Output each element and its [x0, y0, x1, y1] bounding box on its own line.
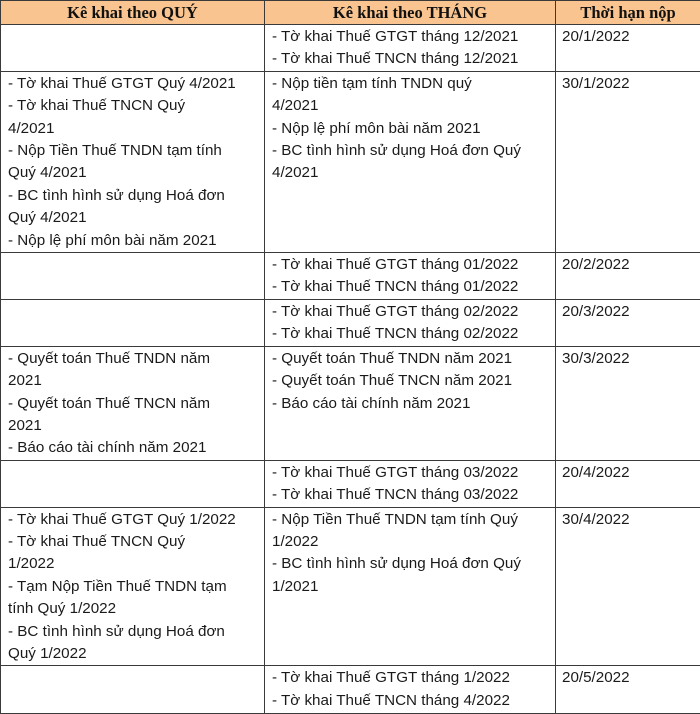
list-item: - Nộp tiền tạm tính TNDN quý [272, 73, 551, 95]
list-item: - Báo cáo tài chính năm 2021 [8, 437, 260, 459]
monthly-cell [265, 346, 556, 460]
table-row [1, 346, 700, 460]
list-item: 4/2021 [272, 162, 551, 184]
monthly-cell [265, 666, 556, 714]
list-item: - Tạm Nộp Tiền Thuế TNDN tạm [8, 576, 260, 598]
list-item: 1/2021 [272, 576, 551, 598]
header-row [1, 1, 700, 25]
deadline-cell: 20/3/2022 [556, 299, 700, 346]
monthly-cell [265, 71, 556, 252]
deadline-cell: 30/4/2022 [556, 507, 700, 666]
monthly-cell [265, 460, 556, 507]
list-item: - Tờ khai Thuế GTGT tháng 03/2022 [272, 462, 551, 484]
list-item: - Tờ khai Thuế GTGT tháng 01/2022 [272, 254, 551, 276]
quarterly-cell [1, 71, 265, 252]
deadline-cell: 20/2/2022 [556, 253, 700, 300]
list-item: - Quyết toán Thuế TNCN năm 2021 [272, 370, 551, 392]
table-row [1, 71, 700, 252]
quarterly-cell [1, 25, 265, 72]
list-item: 2021 [8, 370, 260, 392]
list-item: - BC tình hình sử dụng Hoá đơn Quý [272, 553, 551, 575]
quarterly-cell [1, 253, 265, 300]
list-item: - Nộp lệ phí môn bài năm 2021 [8, 230, 260, 252]
monthly-cell [265, 25, 556, 72]
deadline-cell: 30/3/2022 [556, 346, 700, 460]
list-item: - Tờ khai Thuế TNCN tháng 01/2022 [272, 276, 551, 298]
table-row [1, 507, 700, 666]
header-monthly: Kê khai theo THÁNG [265, 1, 556, 25]
list-item: - Tờ khai Thuế TNCN Quý [8, 531, 260, 553]
list-item: - Tờ khai Thuế TNCN tháng 03/2022 [272, 484, 551, 506]
list-item: - Báo cáo tài chính năm 2021 [272, 393, 551, 415]
list-item: - Quyết toán Thuế TNDN năm 2021 [272, 348, 551, 370]
quarterly-cell [1, 666, 265, 714]
list-item: - Tờ khai Thuế TNCN tháng 4/2022 [272, 690, 551, 712]
list-item: - Tờ khai Thuế TNCN tháng 12/2021 [272, 48, 551, 70]
table-row [1, 25, 700, 72]
quarterly-cell [1, 460, 265, 507]
quarterly-cell [1, 346, 265, 460]
list-item: - Tờ khai Thuế GTGT tháng 1/2022 [272, 667, 551, 689]
quarterly-cell [1, 507, 265, 666]
list-item: - Tờ khai Thuế GTGT Quý 4/2021 [8, 73, 260, 95]
header-deadline: Thời hạn nộp [556, 1, 700, 25]
deadline-cell: 20/5/2022 [556, 666, 700, 714]
list-item: - Tờ khai Thuế TNCN Quý [8, 95, 260, 117]
table-row [1, 460, 700, 507]
deadline-cell: 30/1/2022 [556, 71, 700, 252]
list-item: - Tờ khai Thuế GTGT tháng 12/2021 [272, 26, 551, 48]
list-item: - Tờ khai Thuế TNCN tháng 02/2022 [272, 323, 551, 345]
quarterly-cell [1, 299, 265, 346]
list-item: - Quyết toán Thuế TNCN năm [8, 393, 260, 415]
list-item: 1/2022 [8, 553, 260, 575]
monthly-cell [265, 507, 556, 666]
list-item: tính Quý 1/2022 [8, 598, 260, 620]
list-item: - Tờ khai Thuế GTGT Quý 1/2022 [8, 509, 260, 531]
list-item: 4/2021 [272, 95, 551, 117]
monthly-cell [265, 253, 556, 300]
list-item: - Nộp Tiền Thuế TNDN tạm tính [8, 140, 260, 162]
list-item: - BC tình hình sử dụng Hoá đơn [8, 621, 260, 643]
list-item: Quý 1/2022 [8, 643, 260, 665]
list-item: 2021 [8, 415, 260, 437]
list-item: Quý 4/2021 [8, 162, 260, 184]
table-row [1, 666, 700, 714]
monthly-cell [265, 299, 556, 346]
list-item: 4/2021 [8, 118, 260, 140]
list-item: - Nộp lệ phí môn bài năm 2021 [272, 118, 551, 140]
deadline-cell: 20/1/2022 [556, 25, 700, 72]
list-item: - BC tình hình sử dụng Hoá đơn [8, 185, 260, 207]
deadline-cell: 20/4/2022 [556, 460, 700, 507]
table-row [1, 253, 700, 300]
list-item: - Tờ khai Thuế GTGT tháng 02/2022 [272, 301, 551, 323]
list-item: Quý 4/2021 [8, 207, 260, 229]
table-row [1, 299, 700, 346]
list-item: - BC tình hình sử dụng Hoá đơn Quý [272, 140, 551, 162]
list-item: - Quyết toán Thuế TNDN năm [8, 348, 260, 370]
header-quarterly: Kê khai theo QUÝ [1, 1, 265, 25]
list-item: 1/2022 [272, 531, 551, 553]
list-item: - Nộp Tiền Thuế TNDN tạm tính Quý [272, 509, 551, 531]
